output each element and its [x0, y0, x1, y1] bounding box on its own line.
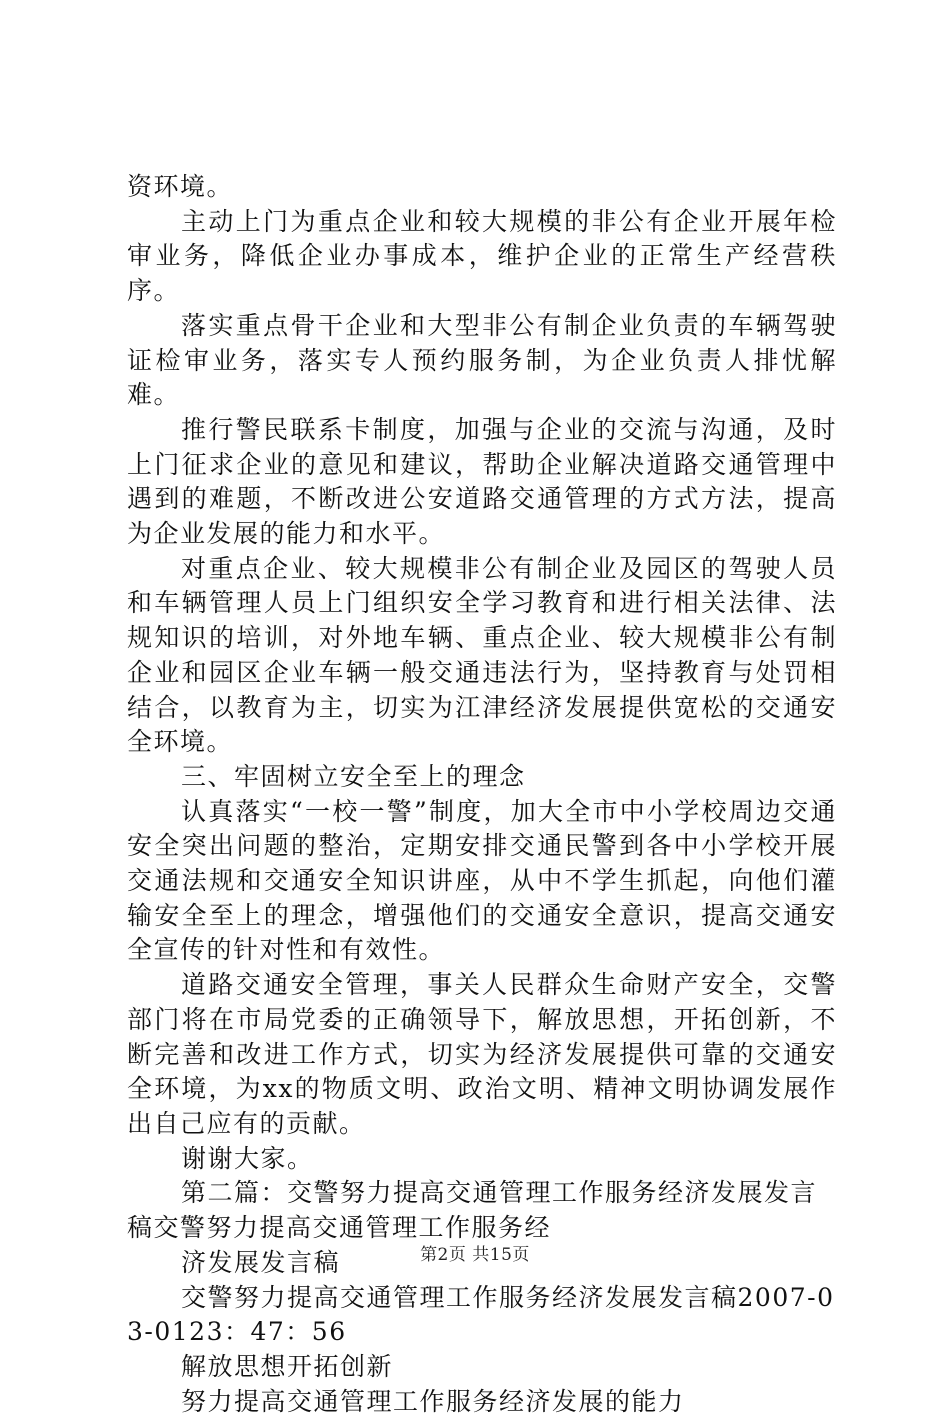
chapter-title: 第二篇：交警努力提高交通管理工作服务经济发展发言稿交警努力提高交通管理工作服务经 — [127, 1178, 818, 1243]
chapter-title-continued: 济发展发言稿 — [181, 1247, 341, 1277]
subtitle: 努力提高交通管理工作服务经济发展的能力 — [181, 1386, 685, 1416]
paragraph: 道路交通安全管理，事关人民群众生命财产安全，交警部门将在市局党委的正确领导下，解放思想，开拓创新，不断完善和改进工作方式，切实为经济发展提供可靠的交通安全环境，为xx的物质文明、政治文明、精神文明协调发展作出自己应有的贡献。 — [127, 970, 837, 1138]
article-title-timestamp: 交警努力提高交通管理工作服务经济发展发言稿2007-03-0123：47：56 — [127, 1282, 835, 1347]
page-number-footer: 第2页 共15页 — [420, 1245, 530, 1265]
paragraph: 认真落实“一校一警”制度，加大全市中小学校周边交通安全突出问题的整治，定期安排交通民警到各中小学校开展交通法规和交通安全知识讲座，从中不学生抓起，向他们灌输安全至上的理念，增强他们的交通安全意识，提高交通安全宣传的针对性和有效性。 — [127, 796, 837, 965]
document-body — [127, 170, 837, 1419]
paragraph: 谢谢大家。 — [181, 1143, 314, 1173]
paragraph: 落实重点骨干企业和大型非公有制企业负责的车辆驾驶证检审业务，落实专人预约服务制，为企业负责人排忧解难。 — [127, 310, 837, 410]
subtitle: 解放思想开拓创新 — [181, 1351, 394, 1381]
paragraph: 对重点企业、较大规模非公有制企业及园区的驾驶人员和车辆管理人员上门组织安全学习教育和进行相关法律、法规知识的培训，对外地车辆、重点企业、较大规模非公有制企业和园区企业车辆一般交通违法行为，坚持教育与处罚相结合，以教育为主，切实为江津经济发展提供宽松的交通安全环境。 — [127, 553, 837, 757]
section-heading: 三、牢固树立安全至上的理念 — [181, 761, 526, 791]
paragraph: 主动上门为重点企业和较大规模的非公有企业开展年检审业务，降低企业办事成本，维护企业的正常生产经营秩序。 — [127, 206, 837, 306]
paragraph: 资环境。 — [127, 172, 234, 201]
paragraph: 推行警民联系卡制度，加强与企业的交流与沟通，及时上门征求企业的意见和建议，帮助企业解决道路交通管理中遇到的难题，不断改进公安道路交通管理的方式方法，提高为企业发展的能力和水平。 — [127, 414, 837, 549]
